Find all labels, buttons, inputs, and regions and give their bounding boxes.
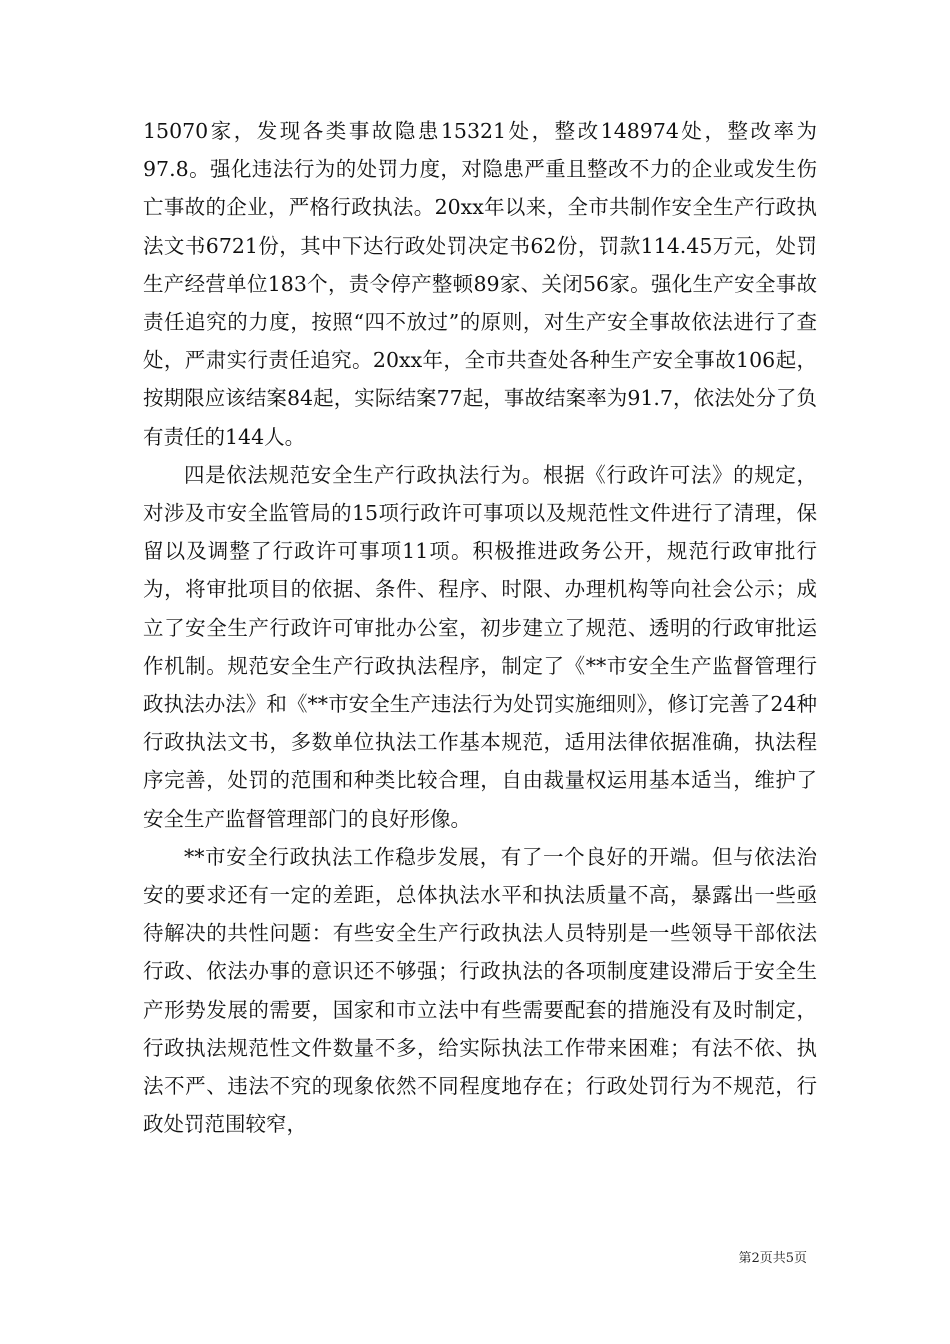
page-number-footer: 第2页共5页 xyxy=(738,1251,807,1266)
paragraph-enforcement-stats: 15070家，发现各类事故隐患15321处，整改148974处，整改率为97.8。强化违法行为的处罚力度，对隐患严重且整改不力的企业或发生伤亡事故的企业，严格行政执法。20xx年以来，全市共制作安全生产行政执法文书6721份，其中下达行政处罚决定书62份，罚款114.45万元，处罚生产经营单位183个，责令停产整顿89家、关闭56家。强化生产安全事故责任追究的力度，按照“四不放过”的原则，对生产安全事故依法进行了查处，严肃实行责任追究。20xx年，全市共查处各种生产安全事故106起，按期限应该结案84起，实际结案77起，事故结案率为91.7，依法处分了负有责任的144人。 xyxy=(143,119,817,449)
document-body xyxy=(143,112,817,1143)
paragraph-existing-problems: **市安全行政执法工作稳步发展，有了一个良好的开端。但与依法治安的要求还有一定的差距，总体执法水平和执法质量不高，暴露出一些亟待解决的共性问题：有些安全生产行政执法人员特别是一些领导干部依法行政、依法办事的意识还不够强；行政执法的各项制度建设滞后于安全生产形势发展的需要，国家和市立法中有些需要配套的措施没有及时制定，行政执法规范性文件数量不多，给实际执法工作带来困难；有法不依、执法不严、违法不究的现象依然不同程度地存在；行政处罚行为不规范，行政处罚范围较窄， xyxy=(143,844,817,1137)
paragraph-regulate-enforcement: 四是依法规范安全生产行政执法行为。根据《行政许可法》的规定，对涉及市安全监管局的15项行政许可事项以及规范性文件进行了清理，保留以及调整了行政许可事项11项。积极推进政务公开，规范行政审批行为，将审批项目的依据、条件、程序、时限、办理机构等向社会公示；成立了安全生产行政许可审批办公室，初步建立了规范、透明的行政审批运作机制。规范安全生产行政执法程序，制定了《**市安全生产监督管理行政执法办法》和《**市安全生产违法行为处罚实施细则》，修订完善了24种行政执法文书，多数单位执法工作基本规范，适用法律依据准确，执法程序完善，处罚的范围和种类比较合理，自由裁量权运用基本适当，维护了安全生产监督管理部门的良好形像。 xyxy=(143,462,817,831)
